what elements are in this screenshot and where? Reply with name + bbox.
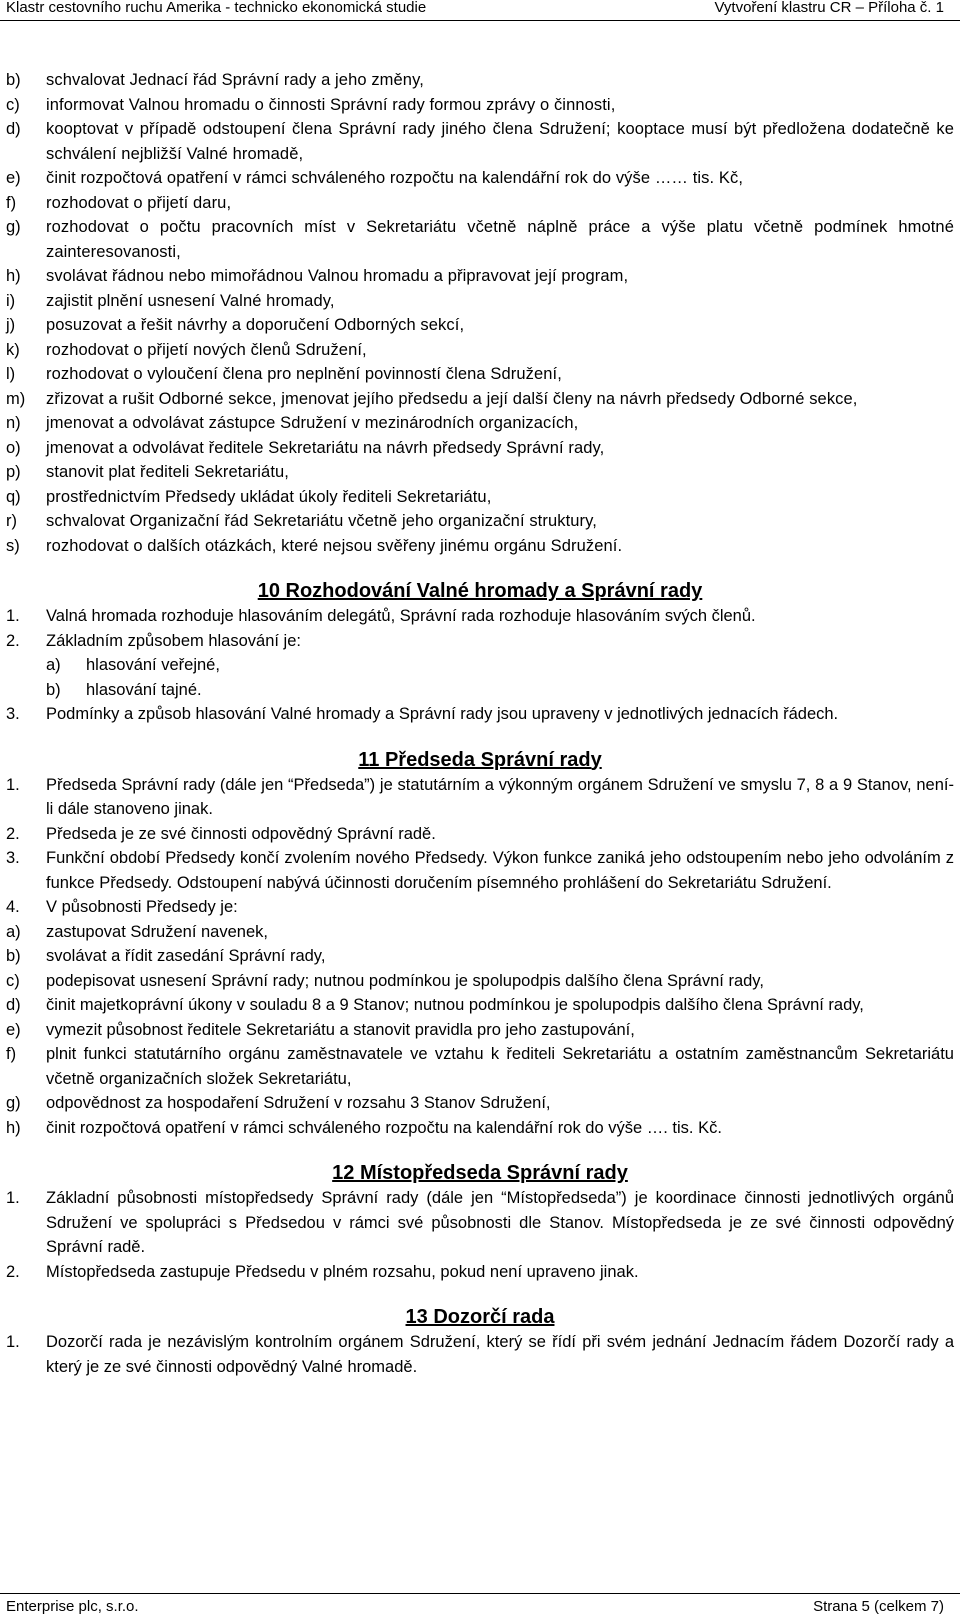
- page-footer: [0, 1593, 960, 1618]
- paragraph-text: Základním způsobem hlasování je:: [46, 631, 301, 650]
- page-header: [0, 0, 960, 21]
- paragraph-number: 2.: [6, 824, 20, 843]
- list-item: [6, 68, 954, 93]
- list-marker: j): [6, 316, 16, 334]
- powers-list: [6, 68, 954, 558]
- list-marker: d): [6, 996, 21, 1014]
- list-marker: l): [6, 365, 16, 383]
- list-marker: f): [6, 193, 17, 212]
- list-item: [6, 653, 954, 678]
- section-heading-11: 11 Předseda Správní rady: [358, 748, 602, 771]
- list-text: hlasování tajné.: [86, 680, 202, 699]
- section-heading-10: 10 Rozhodování Valné hromady a Správní rady: [257, 580, 703, 602]
- paragraph-number: 1.: [6, 775, 20, 794]
- list-text: hlasování veřejné,: [86, 656, 220, 674]
- list-marker: g): [6, 1094, 21, 1112]
- paragraph: [6, 895, 954, 920]
- list-item: [6, 1091, 954, 1116]
- list-text: rozhodovat o dalších otázkách, které nejsou svěřeny jinému orgánu Sdružení.: [46, 536, 623, 555]
- paragraph-number: 1.: [6, 1333, 20, 1351]
- paragraph: [6, 1186, 954, 1260]
- list-marker: b): [46, 680, 61, 699]
- list-item: [6, 338, 954, 363]
- list-item: [6, 117, 954, 166]
- list-text: vymezit působnost ředitele Sekretariátu a stanovit pravidla pro jeho zastupování,: [46, 1020, 635, 1039]
- footer-company: Enterprise plc, s.r.o.: [6, 1598, 139, 1615]
- list-item: [6, 485, 954, 510]
- paragraph-text: Podmínky a způsob hlasování Valné hromady a Správní rady jsou upraveny v jednotlivých jednacích řádech.: [46, 705, 839, 723]
- list-item: [6, 534, 954, 559]
- paragraph-text: Dozorčí rada je nezávislým kontrolním orgánem Sdružení, který se řídí při svém jednání Jednacím řádem Dozorčí rady a který je ze své činnosti odpovědný Valné hromadě.: [46, 1333, 954, 1376]
- document-body: [6, 68, 954, 1379]
- paragraph-text: Základní působnosti místopředsedy Správní rady (dále jen “Místopředseda”) je koordinace činnosti jednotlivých orgánů Sdružení ve spolupráci s Předsedou v rámci své působnosti dle Stanov. Místopředseda je ze své činnosti odpovědný Správní radě.: [46, 1189, 954, 1256]
- list-marker: f): [6, 1045, 17, 1063]
- list-text: podepisovat usnesení Správní rady; nutnou podmínkou je spolupodpis dalšího člena Správní rady,: [46, 971, 764, 990]
- list-text: jmenovat a odvolávat zástupce Sdružení v mezinárodních organizacích,: [46, 414, 579, 432]
- list-marker: k): [6, 340, 20, 359]
- list-marker: b): [6, 71, 21, 89]
- list-item: [6, 166, 954, 191]
- list-text: schvalovat Organizační řád Sekretariátu včetně jeho organizační struktury,: [46, 512, 597, 530]
- list-text: odpovědnost za hospodaření Sdružení v rozsahu 3 Stanov Sdružení,: [46, 1094, 551, 1112]
- list-item: [6, 411, 954, 436]
- list-marker: h): [6, 267, 21, 285]
- list-marker: o): [6, 438, 21, 457]
- section-heading-12: 12 Místopředseda Správní rady: [332, 1162, 628, 1184]
- paragraph-text: Předseda Správní rady (dále jen “Předseda”) je statutárním a výkonným orgánem Sdružení ve smyslu 7, 8 a 9 Stanov, není-li dále stanoveno jinak.: [46, 775, 954, 818]
- list-text: kooptovat v případě odstoupení člena Správní rady jiného člena Sdružení; kooptace musí být předložena dodatečně ke schválení nejbližší Valné hromadě,: [46, 120, 954, 163]
- list-item: [6, 289, 954, 314]
- list-item: [6, 1116, 954, 1141]
- list-text: činit rozpočtová opatření v rámci schváleného rozpočtu na kalendářní rok do výše …… tis. Kč,: [46, 169, 744, 187]
- list-text: svolávat a řídit zasedání Správní rady,: [46, 947, 326, 965]
- list-text: posuzovat a řešit návrhy a doporučení Odborných sekcí,: [46, 316, 465, 334]
- header-section-title: Vytvoření klastru CR – Příloha č. 1: [714, 0, 944, 16]
- list-marker: p): [6, 463, 21, 481]
- list-text: zřizovat a rušit Odborné sekce, jmenovat jejího předsedu a její další členy na návrh předsedy Odborné sekce,: [46, 389, 858, 408]
- list-marker: i): [6, 291, 16, 310]
- list-text: jmenovat a odvolávat ředitele Sekretariátu na návrh předsedy Správní rady,: [46, 438, 605, 457]
- list-item: [6, 678, 954, 703]
- list-text: činit majetkoprávní úkony v souladu 8 a 9 Stanov; nutnou podmínkou je spolupodpis dalšího člena Správní rady,: [46, 996, 864, 1014]
- paragraph: [6, 822, 954, 847]
- list-marker: n): [6, 414, 21, 432]
- list-text: informovat Valnou hromadu o činnosti Správní rady formou zprávy o činnosti,: [46, 95, 616, 114]
- footer-page-number: Strana 5 (celkem 7): [813, 1598, 944, 1615]
- header-document-title: Klastr cestovního ruchu Amerika - technicko ekonomická studie: [6, 0, 427, 16]
- list-marker: g): [6, 218, 21, 236]
- paragraph-text: Místopředseda zastupuje Předsedu v plném rozsahu, pokud není upraveno jinak.: [46, 1262, 639, 1281]
- list-marker: a): [46, 656, 61, 674]
- list-item: [6, 969, 954, 994]
- list-item: [6, 215, 954, 264]
- paragraph: [6, 773, 954, 822]
- list-marker: a): [6, 922, 21, 941]
- list-item: [6, 264, 954, 289]
- list-item: [6, 313, 954, 338]
- paragraph-number: 2.: [6, 1262, 20, 1281]
- paragraph-number: 4.: [6, 898, 20, 916]
- list-text: rozhodovat o přijetí daru,: [46, 193, 232, 212]
- list-text: stanovit plat řediteli Sekretariátu,: [46, 463, 289, 481]
- paragraph-text: Předseda je ze své činnosti odpovědný Správní radě.: [46, 824, 436, 843]
- list-text: rozhodovat o přijetí nových členů Sdružení,: [46, 340, 367, 359]
- list-text: svolávat řádnou nebo mimořádnou Valnou hromadu a připravovat její program,: [46, 267, 629, 285]
- list-item: [6, 191, 954, 216]
- list-marker: r): [6, 512, 17, 530]
- paragraph-number: 1.: [6, 607, 20, 625]
- paragraph-number: 3.: [6, 705, 20, 723]
- list-item: [6, 387, 954, 412]
- paragraph-text: Valná hromada rozhoduje hlasováním delegátů, Správní rada rozhoduje hlasováním svých členů.: [46, 607, 756, 625]
- paragraph-text: V působnosti Předsedy je:: [46, 898, 238, 916]
- list-text: činit rozpočtová opatření v rámci schváleného rozpočtu na kalendářní rok do výše …. tis. Kč.: [46, 1118, 722, 1137]
- list-marker: b): [6, 947, 21, 965]
- paragraph: [6, 1260, 954, 1285]
- paragraph: [6, 846, 954, 895]
- paragraph: [6, 629, 954, 654]
- list-item: [6, 1018, 954, 1043]
- list-marker: q): [6, 487, 21, 506]
- paragraph-text: Funkční období Předsedy končí zvolením nového Předsedy. Výkon funkce zaniká jeho odstoupením nebo jeho odvoláním z funkce Předsedy. Odstoupení nabývá účinnosti doručením písemného prohlášení do Sekretariátu Sdružení.: [46, 849, 954, 892]
- list-text: rozhodovat o počtu pracovních míst v Sekretariátu včetně náplně práce a výše platu včetně podmínek hmotné zainteresovanosti,: [46, 218, 954, 261]
- list-text: prostřednictvím Předsedy ukládat úkoly řediteli Sekretariátu,: [46, 487, 492, 506]
- list-text: rozhodovat o vyloučení člena pro neplnění povinností člena Sdružení,: [46, 365, 562, 383]
- list-item: [6, 944, 954, 969]
- list-marker: d): [6, 120, 21, 138]
- list-item: [6, 509, 954, 534]
- list-marker: h): [6, 1118, 21, 1137]
- list-item: [6, 460, 954, 485]
- list-text: zastupovat Sdružení navenek,: [46, 922, 268, 941]
- list-item: [6, 1042, 954, 1091]
- list-marker: s): [6, 536, 20, 555]
- list-marker: e): [6, 1020, 21, 1039]
- list-text: plnit funkci statutárního orgánu zaměstnavatele ve vztahu k řediteli Sekretariátu a ostatním zaměstnancům Sekretariátu včetně organizačních složek Sekretariátu,: [46, 1045, 954, 1088]
- list-item: [6, 993, 954, 1018]
- paragraph: [6, 702, 954, 727]
- list-marker: e): [6, 169, 21, 187]
- paragraph-number: 1.: [6, 1189, 20, 1207]
- list-item: [6, 362, 954, 387]
- list-item: [6, 920, 954, 945]
- paragraph-number: 2.: [6, 631, 20, 650]
- list-text: zajistit plnění usnesení Valné hromady,: [46, 291, 335, 310]
- paragraph: [6, 1330, 954, 1379]
- list-text: schvalovat Jednací řád Správní rady a jeho změny,: [46, 71, 424, 89]
- paragraph: [6, 604, 954, 629]
- paragraph-number: 3.: [6, 849, 20, 867]
- section-heading-13: 13 Dozorčí rada: [405, 1306, 555, 1328]
- list-marker: c): [6, 95, 20, 114]
- list-marker: c): [6, 971, 20, 990]
- list-item: [6, 93, 954, 118]
- list-item: [6, 436, 954, 461]
- list-marker: m): [6, 389, 26, 408]
